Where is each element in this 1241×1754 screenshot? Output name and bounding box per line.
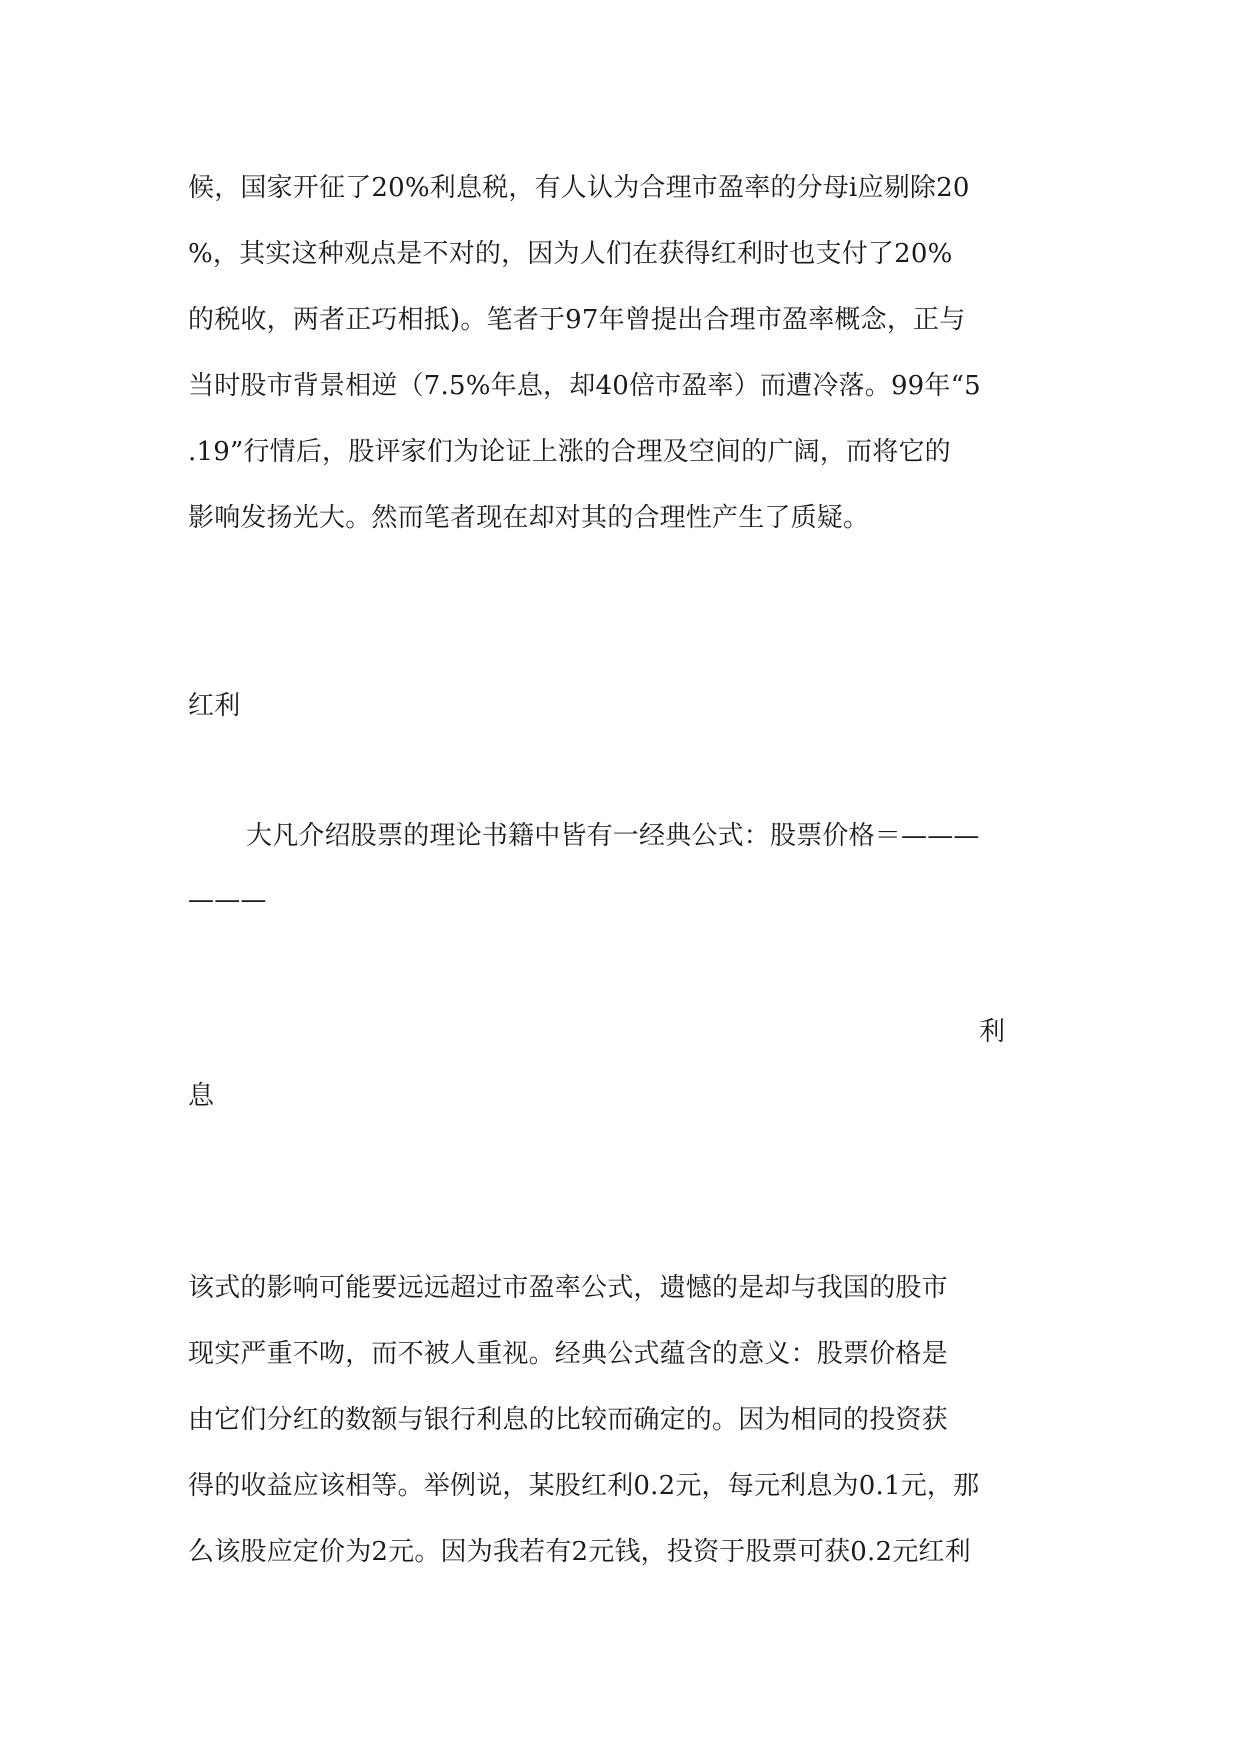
paragraph-3-line-5: 么该股应定价为2元。因为我若有2元钱，投资于股票可获0.2元红利	[188, 1537, 971, 1567]
paragraph-2-line-1: 大凡介绍股票的理论书籍中皆有一经典公式：股票价格＝———	[246, 821, 980, 851]
paragraph-1-line-5: .19”行情后，股评家们为论证上涨的合理及空间的广阔，而将它的	[188, 437, 951, 467]
paragraph-3-line-1: 该式的影响可能要远远超过市盈率公式，遗憾的是却与我国的股市	[188, 1273, 948, 1303]
formula-denominator-part-2: 息	[188, 1081, 215, 1111]
paragraph-1-line-6: 影响发扬光大。然而笔者现在却对其的合理性产生了质疑。	[188, 503, 870, 533]
paragraph-3-line-2: 现实严重不吻，而不被人重视。经典公式蕴含的意义：股票价格是	[188, 1339, 948, 1369]
formula-numerator: 红利	[188, 691, 241, 721]
paragraph-1-line-3: 的税收，两者正巧相抵)。笔者于97年曾提出合理市盈率概念，正与	[188, 305, 966, 335]
paragraph-3-line-4: 得的收益应该相等。举例说，某股红利0.2元，每元利息为0.1元，那	[188, 1471, 980, 1501]
paragraph-2-line-2: ———	[188, 885, 267, 915]
paragraph-1-line-2: %，其实这种观点是不对的，因为人们在获得红利时也支付了20%	[188, 239, 953, 269]
paragraph-1-line-1: 候，国家开征了20%利息税，有人认为合理市盈率的分母i应剔除20	[188, 173, 970, 203]
paragraph-3-line-3: 由它们分红的数额与银行利息的比较而确定的。因为相同的投资获	[188, 1405, 948, 1435]
paragraph-1-line-4: 当时股市背景相逆（7.5%年息，却40倍市盈率）而遭冷落。99年“5	[188, 371, 981, 401]
formula-denominator-part-1: 利	[979, 1017, 1006, 1047]
